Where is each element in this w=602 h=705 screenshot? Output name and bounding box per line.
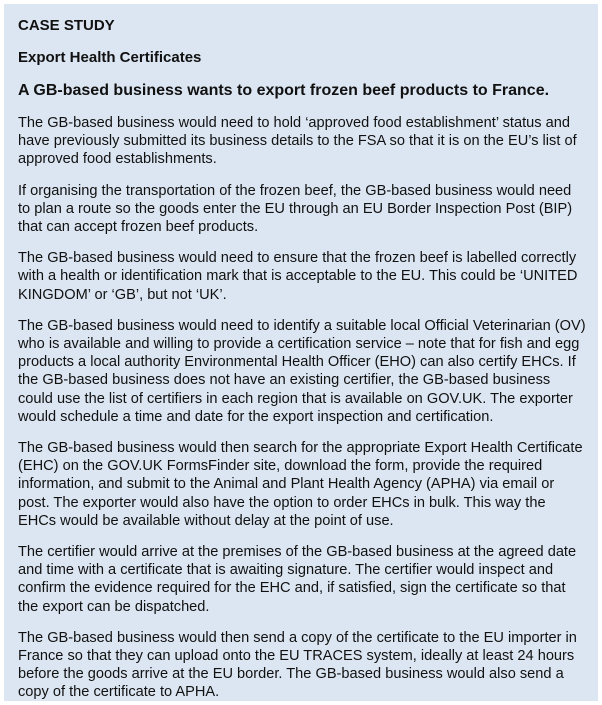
paragraph-traces-upload: The GB-based business would then send a copy of the certificate to the EU importer in France so that they can upload onto the EU TRACES system, ideally at least 24 hours before the goods arrive at the EU border. The GB-based business would also send a copy of the certificate to APHA. bbox=[18, 629, 577, 701]
case-study-subtitle: Export Health Certificates bbox=[18, 49, 202, 66]
paragraph-transport-route: If organising the transportation of the frozen beef, the GB-based business would need to plan a route so the goods enter the EU through an EU Border Inspection Post (BIP) that can accept frozen beef products. bbox=[18, 182, 573, 236]
case-study-heading: A GB-based business wants to export frozen beef products to France. bbox=[18, 82, 550, 99]
paragraph-inspection: The certifier would arrive at the premises of the GB-based business at the agreed date and time with a certificate that is awaiting signature. The certifier would inspect and confirm the evidence required for the EHC and, if satisfied, sign the certificate so that the export can be dispatched. bbox=[18, 544, 577, 615]
case-study-label: CASE STUDY bbox=[18, 17, 115, 34]
case-study-box bbox=[4, 4, 598, 701]
paragraph-labelling: The GB-based business would need to ensure that the frozen beef is labelled correctly with a health or identification mark that is acceptable to the EU. This could be ‘UNITED KINGDOM’ or ‘GB’, but not ‘UK’. bbox=[18, 250, 578, 303]
paragraph-ehc-form: The GB-based business would then search for the appropriate Export Health Certificate (EHC) on the GOV.UK FormsFinder site, download the form, provide the required information, and submit to the Animal and Plant Health Agency (APHA) via email or post. The exporter would also have the option to order EHCs in bulk. This way the EHCs would be available without delay at the point of use. bbox=[18, 440, 583, 529]
paragraph-approved-establishment: The GB-based business would need to hold ‘approved food establishment’ status and have previously submitted its business details to the FSA so that it is on the EU’s list of approved food establishments. bbox=[18, 115, 577, 168]
paragraph-certifier: The GB-based business would need to identify a suitable local Official Veterinarian (OV) who is available and willing to provide a certification service – note that for fish and egg products a local authority Environmental Health Officer (EHO) can also certify EHCs. If the GB-based business does not have an existing certifier, the GB-based business could use the list of certifiers in each region that is available on GOV.UK. The exporter would schedule a time and date for the export inspection and certification. bbox=[18, 317, 586, 425]
